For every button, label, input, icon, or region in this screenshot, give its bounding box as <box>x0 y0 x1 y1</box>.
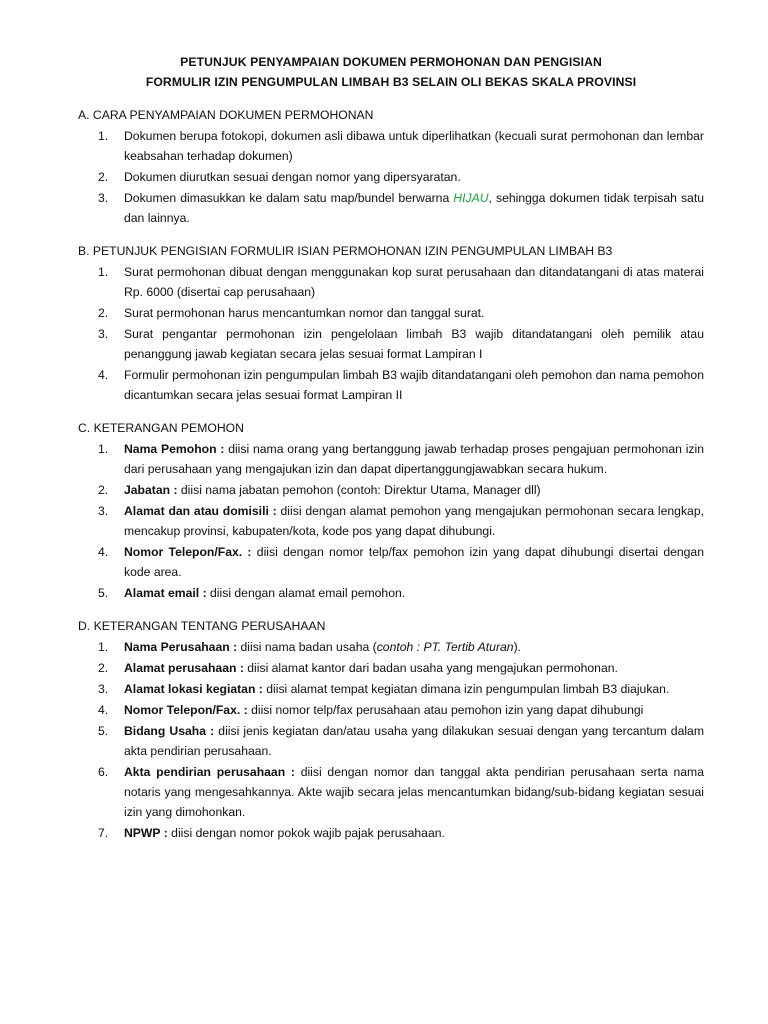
item-text: diisi nama badan usaha ( <box>237 640 377 654</box>
title-line-2: FORMULIR IZIN PENGUMPULAN LIMBAH B3 SELAIN OLI BEKAS SKALA PROVINSI <box>145 75 637 89</box>
item-number: 6. <box>98 765 109 779</box>
item-text-before: Dokumen dimasukkan ke dalam satu map/bundel berwarna <box>124 191 454 205</box>
list-item <box>78 303 704 323</box>
list-item <box>78 365 704 405</box>
item-number: 1. <box>98 640 109 654</box>
item-term: Jabatan : <box>124 483 178 497</box>
item-number: 1. <box>98 129 109 143</box>
list-item <box>78 439 704 479</box>
item-text: Formulir permohonan izin pengumpulan limbah B3 wajib ditandatangani oleh pemohon dan nama pemohon dicantumkan secara jelas sesuai format Lampiran II <box>124 368 704 402</box>
item-term: Alamat dan atau domisili : <box>124 504 277 518</box>
item-number: 3. <box>98 327 109 341</box>
item-text: diisi dengan nomor dan tanggal akta pendirian perusahaan serta nama notaris yang mengesahkannya. Akte wajib secara jelas mencantumkan bidang/sub-bidang kegiatan sesuai izin yang dimohonkan. <box>124 765 704 819</box>
list-item <box>78 700 704 720</box>
list-item <box>78 721 704 761</box>
item-number: 3. <box>98 682 109 696</box>
item-text-after: , sehingga dokumen tidak terpisah satu dan lainnya. <box>124 191 705 225</box>
item-text: Surat permohonan dibuat dengan menggunakan kop surat perusahaan dan ditandatangani di atas materai Rp. 6000 (disertai cap perusahaan) <box>124 265 704 299</box>
item-term: Alamat lokasi kegiatan : <box>124 682 263 696</box>
item-term: Nomor Telepon/Fax. : <box>124 545 252 559</box>
item-term: Bidang Usaha : <box>124 724 215 738</box>
item-italic-example: contoh : PT. Tertib Aturan <box>376 640 514 654</box>
list-item <box>78 542 704 582</box>
list-item <box>78 167 704 187</box>
list-item <box>78 762 704 822</box>
section-a-heading: A. CARA PENYAMPAIAN DOKUMEN PERMOHONAN <box>78 108 374 122</box>
list-item <box>78 126 704 166</box>
section-d-list <box>78 637 704 843</box>
list-item <box>78 501 704 541</box>
item-text: diisi nama orang yang bertanggung jawab terhadap proses pengajuan permohonan izin dari perusahaan yang mengajukan izin dan dapat dipertanggungjawabkan secara hukum. <box>124 442 704 476</box>
item-text: diisi dengan nomor pokok wajib pajak perusahaan. <box>167 826 445 840</box>
item-text: diisi nomor telp/fax perusahaan atau pemohon izin yang dapat dihubungi <box>247 703 644 717</box>
section-c-list <box>78 439 704 603</box>
item-number: 2. <box>98 661 109 675</box>
section-b-heading: B. PETUNJUK PENGISIAN FORMULIR ISIAN PERMOHONAN IZIN PENGUMPULAN LIMBAH B3 <box>78 244 613 258</box>
item-text: Dokumen diurutkan sesuai dengan nomor yang dipersyaratan. <box>124 170 461 184</box>
item-text: diisi dengan nomor telp/fax pemohon izin yang dapat dihubungi disertai dengan kode area. <box>124 545 704 579</box>
green-highlight-word: HIJAU <box>453 191 489 205</box>
list-item <box>78 658 704 678</box>
item-term: NPWP : <box>124 826 168 840</box>
section-b <box>78 242 704 405</box>
item-text: diisi dengan alamat email pemohon. <box>206 586 406 600</box>
item-number: 4. <box>98 545 109 559</box>
section-d-heading: D. KETERANGAN TENTANG PERUSAHAAN <box>78 619 326 633</box>
item-text: diisi nama jabatan pemohon (contoh: Direktur Utama, Manager dll) <box>177 483 541 497</box>
item-text: diisi jenis kegiatan dan/atau usaha yang dilakukan sesuai dengan yang tercantum dalam akta pendirian perusahaan. <box>124 724 704 758</box>
list-item <box>78 480 704 500</box>
document-title <box>78 52 704 92</box>
item-number: 5. <box>98 586 109 600</box>
list-item <box>78 679 704 699</box>
list-item <box>78 637 704 657</box>
item-term: Nama Perusahaan : <box>124 640 238 654</box>
item-term: Akta pendirian perusahaan : <box>124 765 295 779</box>
item-number: 1. <box>98 265 109 279</box>
item-number: 3. <box>98 191 109 205</box>
item-number: 4. <box>98 368 109 382</box>
section-c-heading: C. KETERANGAN PEMOHON <box>78 421 244 435</box>
item-term: Nama Pemohon : <box>124 442 225 456</box>
item-term: Nomor Telepon/Fax. : <box>124 703 248 717</box>
item-term: Alamat perusahaan : <box>124 661 244 675</box>
item-text: Surat pengantar permohonan izin pengelolaan limbah B3 wajib ditandatangani oleh pemilik atau penanggung jawab kegiatan secara jelas sesuai format Lampiran I <box>124 327 704 361</box>
item-number: 2. <box>98 483 109 497</box>
list-item <box>78 823 704 843</box>
item-number: 3. <box>98 504 109 518</box>
item-number: 4. <box>98 703 109 717</box>
list-item <box>78 262 704 302</box>
item-number: 2. <box>98 306 109 320</box>
item-text: Surat permohonan harus mencantumkan nomor dan tanggal surat. <box>124 306 485 320</box>
section-c <box>78 419 704 603</box>
item-number: 5. <box>98 724 109 738</box>
item-text: Dokumen berupa fotokopi, dokumen asli dibawa untuk diperlihatkan (kecuali surat permohonan dan lembar keabsahan terhadap dokumen) <box>124 129 704 163</box>
item-text: diisi alamat kantor dari badan usaha yang mengajukan permohonan. <box>243 661 618 675</box>
section-d <box>78 617 704 843</box>
list-item <box>78 188 704 228</box>
item-number: 2. <box>98 170 109 184</box>
title-line-1: PETUNJUK PENYAMPAIAN DOKUMEN PERMOHONAN DAN PENGISIAN <box>180 55 602 69</box>
list-item <box>78 583 704 603</box>
item-term: Alamat email : <box>124 586 207 600</box>
list-item <box>78 324 704 364</box>
item-number: 7. <box>98 826 109 840</box>
item-text-after: ). <box>513 640 522 654</box>
section-b-list <box>78 262 704 405</box>
section-a <box>78 106 704 228</box>
section-a-list <box>78 126 704 228</box>
item-text: diisi dengan alamat pemohon yang mengajukan permohonan secara lengkap, mencakup provinsi, kabupaten/kota, kode pos yang dapat dihubungi. <box>124 504 704 538</box>
item-text: diisi alamat tempat kegiatan dimana izin pengumpulan limbah B3 diajukan. <box>262 682 670 696</box>
item-number: 1. <box>98 442 109 456</box>
